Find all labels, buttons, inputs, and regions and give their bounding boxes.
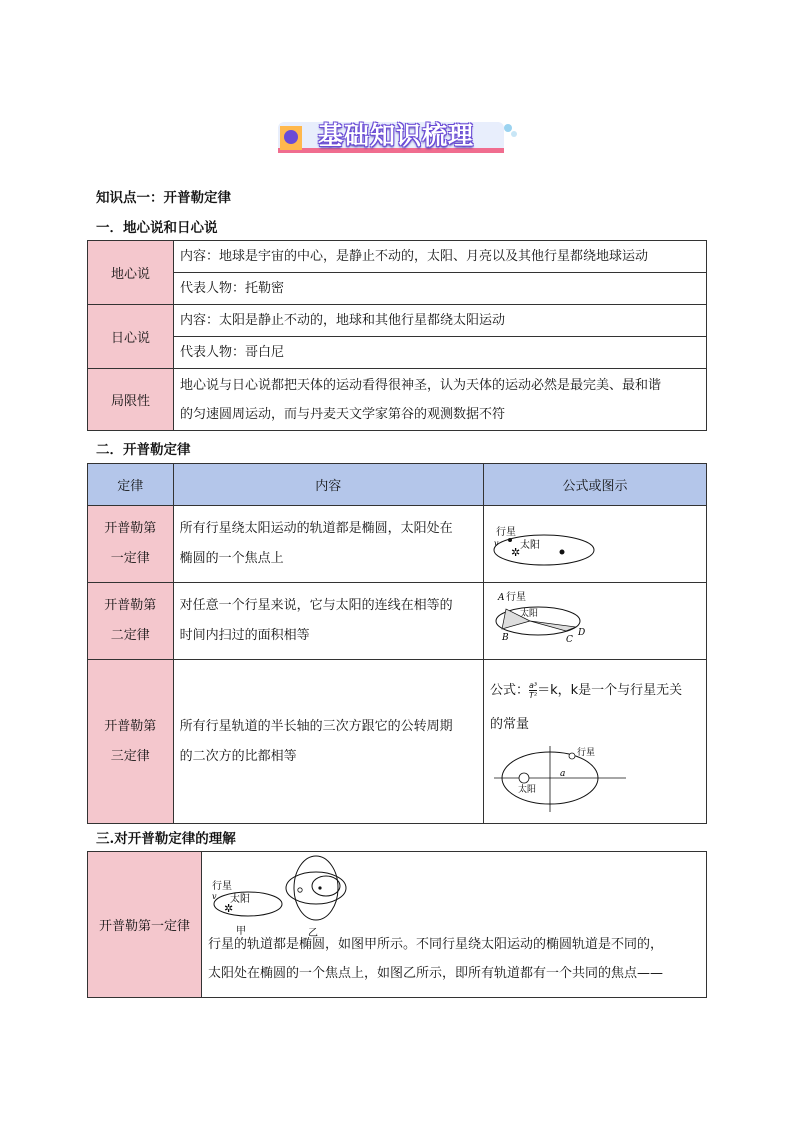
first-law-content xyxy=(202,852,707,998)
law-1-name xyxy=(88,506,174,583)
point-c-label: C xyxy=(566,635,573,645)
geo-helio-table xyxy=(87,240,707,431)
kepler-laws-table xyxy=(87,463,707,824)
header-content: 内容 xyxy=(173,464,483,506)
law-text-line: 所有行星轨道的半长轴的三次方跟它的公转周期 xyxy=(179,718,453,734)
law-2-name xyxy=(88,583,174,660)
law-2-figure xyxy=(484,583,707,660)
first-law-text xyxy=(208,930,700,988)
geocentric-content: 内容：地球是宇宙的中心，是静止不动的，太阳、月亮以及其他行星都绕地球运动 xyxy=(174,241,707,273)
sun-label: 太阳 xyxy=(520,540,540,551)
velocity-label: v xyxy=(212,892,217,901)
banner-title: 基础知识梳理 xyxy=(318,121,475,150)
semi-major-axis-figure xyxy=(484,742,706,822)
sun-label: 太阳 xyxy=(518,785,537,795)
planet-label: 行星 xyxy=(577,748,596,758)
velocity-label: v xyxy=(494,539,499,548)
planet-label: 行星 xyxy=(496,527,516,538)
formula-fraction xyxy=(529,681,537,700)
first-law-line: 太阳处在椭圆的一个焦点上，如图乙所示，即所有轨道都有一个共同的焦点—— xyxy=(208,966,664,981)
header-law: 定律 xyxy=(88,464,174,506)
section-title: 知识点一：开普勒定律 xyxy=(96,190,231,206)
subsection-title: 三.对开普勒定律的理解 xyxy=(96,831,236,847)
law-name-line: 二定律 xyxy=(110,628,150,643)
formula-prefix: 公式： xyxy=(490,683,530,698)
law-1-figure xyxy=(484,506,707,583)
subsection-title: 一．地心说和日心说 xyxy=(96,220,218,236)
formula-denominator: T² xyxy=(529,691,538,700)
geocentric-person: 代表人物：托勒密 xyxy=(174,273,707,305)
law-name-line: 开普勒第 xyxy=(104,718,157,734)
sun-icon: ✲ xyxy=(224,902,234,915)
label-first-law: 开普勒第一定律 xyxy=(88,852,202,998)
label-limitation: 局限性 xyxy=(88,369,174,431)
law-name-line: 开普勒第 xyxy=(104,521,157,536)
planet-label: 行星 xyxy=(212,881,232,892)
header-formula: 公式或图示 xyxy=(484,464,707,506)
limitation-line: 的匀速圆周运动，而与丹麦天文学家第谷的观测数据不符 xyxy=(180,406,506,422)
limitation-content xyxy=(174,369,707,431)
semi-major-axis-label: a xyxy=(560,769,566,779)
first-law-line: 行星的轨道都是椭圆，如图甲所示。不同行星绕太阳运动的椭圆轨道是不同的， xyxy=(208,937,664,952)
law-2-content xyxy=(173,583,483,660)
law-name-line: 一定律 xyxy=(110,551,150,566)
orbit-figures xyxy=(208,852,368,938)
law-1-content xyxy=(173,506,483,583)
figure-jia-label: 甲 xyxy=(236,926,246,937)
heliocentric-person: 代表人物：哥白尼 xyxy=(174,337,707,369)
sun-icon: ✲ xyxy=(511,546,521,559)
label-heliocentric: 日心说 xyxy=(88,305,174,369)
law-3-content xyxy=(173,660,483,824)
equal-area-figure xyxy=(484,583,706,655)
understanding-table xyxy=(87,851,707,998)
law-3-figure xyxy=(484,660,707,824)
limitation-line: 地心说与日心说都把天体的运动看得很神圣，认为天体的运动必然是最完美、最和谐 xyxy=(180,377,662,393)
formula-numerator: a³ xyxy=(529,681,538,690)
ellipse-orbit-figure xyxy=(484,506,706,578)
law-text-line: 时间内扫过的面积相等 xyxy=(179,628,310,643)
heliocentric-content: 内容：太阳是静止不动的，地球和其他行星都绕太阳运动 xyxy=(174,305,707,337)
subsection-title: 二．开普勒定律 xyxy=(96,442,191,458)
figure-yi-label: 乙 xyxy=(308,928,318,938)
formula-line2: 的常量 xyxy=(490,717,530,732)
formula-text xyxy=(484,660,706,742)
law-text-line: 对任意一个行星来说，它与太阳的连线在相等的 xyxy=(179,598,453,613)
sun-label: 太阳 xyxy=(230,894,250,905)
label-geocentric: 地心说 xyxy=(88,241,174,305)
planet-label: 行星 xyxy=(506,592,526,603)
law-text-line: 椭圆的一个焦点上 xyxy=(179,551,284,566)
law-name-line: 开普勒第 xyxy=(104,598,157,613)
law-3-name xyxy=(88,660,174,824)
point-a-label: A xyxy=(498,593,505,603)
formula-equals: ＝k，k是一个与行星无关 xyxy=(537,683,683,698)
law-text-line: 的二次方的比都相等 xyxy=(179,748,297,764)
law-name-line: 三定律 xyxy=(110,748,150,764)
sun-label: 太阳 xyxy=(520,609,539,619)
point-b-label: B xyxy=(502,633,509,643)
law-text-line: 所有行星绕太阳运动的轨道都是椭圆，太阳处在 xyxy=(179,521,453,536)
point-d-label: D xyxy=(578,628,586,638)
